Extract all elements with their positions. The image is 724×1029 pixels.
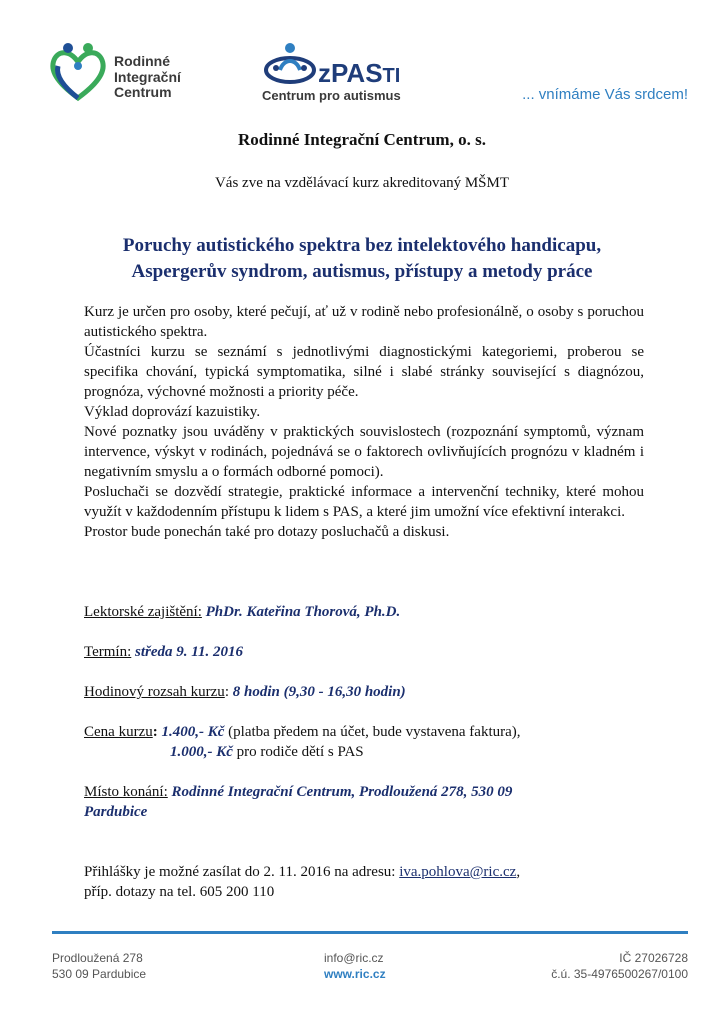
footer-contact <box>324 950 386 982</box>
zpasti-main: zPAS <box>318 58 383 88</box>
zpasti-suffix: TI <box>382 65 401 87</box>
place-label: Místo konání: <box>84 784 168 800</box>
footer-address-line: 530 09 Pardubice <box>52 967 147 981</box>
invitation-line: Vás zve na vzdělávací kurz akreditovaný MŠMT <box>214 175 510 191</box>
price-value: 1.000,- Kč <box>170 744 233 760</box>
description-paragraph: Účastníci kurzu se seznámí s jednotlivými diagnostickými kategoriemi, proberou se specifika chování, typická symptomatika, silné i slabé stránky související s diagnózou, prognóza, výchovné možnosti a priority péče. <box>84 344 644 400</box>
footer-account: č.ú. 35-4976500267/0100 <box>551 967 688 981</box>
lecturer-label: Lektorské zajištění: <box>84 604 202 620</box>
date-label: Termín: <box>84 644 132 660</box>
footer-divider <box>52 931 688 934</box>
lecturer-value: PhDr. Kateřina Thorová, Ph.D. <box>205 604 401 620</box>
ric-logo-text <box>114 54 224 101</box>
footer-company-ids <box>488 950 688 982</box>
footer-web-link[interactable]: www.ric.cz <box>324 967 386 981</box>
description-paragraph: Posluchači se dozvědí strategie, praktické informace a intervenční techniky, které mohou využít v každodenním přístupu k lidem s PAS, a které jim umožní více efektivní interakci. <box>84 484 644 520</box>
date-row <box>84 642 243 662</box>
ric-logo <box>46 40 110 104</box>
figures-circle-icon <box>262 40 318 88</box>
course-description <box>84 302 644 542</box>
hours-row: Hodinový rozsah kurzu: 8 hodin (9,30 - 16,30 hodin) <box>84 684 406 700</box>
footer-ic: IČ 27026728 <box>619 951 688 965</box>
price-row-parents <box>170 742 364 762</box>
description-paragraph: Výklad doprovází kazuistiky. <box>84 404 261 420</box>
organization-title: Rodinné Integrační Centrum, o. s. <box>238 130 486 149</box>
registration-phone: příp. dotazy na tel. 605 200 110 <box>84 884 275 900</box>
lecturer-row <box>84 602 400 622</box>
price-label: Cena kurzu <box>84 724 153 740</box>
description-paragraph: Kurz je určen pro osoby, které pečují, ať už v rodině nebo profesionálně, o osoby s poruchou autistického spektra. <box>84 304 644 340</box>
description-paragraph: Nové poznatky jsou uváděny v praktických souvislostech (rozpoznání symptomů, význam intervence, výskyt v rodinách, pojednává se o faktorech ovlivňujících prognózu v kladném i negativním smyslu a o formách odborné pomoci). <box>84 424 644 480</box>
registration-email-link[interactable]: iva.pohlova@ric.cz <box>399 864 517 880</box>
ric-logo-line: Centrum <box>114 84 172 100</box>
price-note: (platba předem na účet, bude vystavena faktura), <box>228 724 521 740</box>
registration <box>84 862 684 902</box>
course-title <box>60 233 664 285</box>
zpasti-wordmark <box>318 58 400 89</box>
course-title-line: Aspergerův syndrom, autismus, přístupy a metody práce <box>131 261 593 282</box>
date-value: středa 9. 11. 2016 <box>135 644 243 660</box>
ric-logo-line: Integrační <box>114 68 181 85</box>
footer-address <box>52 950 146 982</box>
zpasti-subtitle: Centrum pro autismus <box>262 88 401 103</box>
place-value: Rodinné Integrační Centrum, Prodloužená 278, 530 09 <box>171 784 513 800</box>
price-value: 1.400,- Kč <box>161 724 225 740</box>
footer-address-line: Prodloužená 278 <box>52 951 143 965</box>
course-title-line: Poruchy autistického spektra bez intelektového handicapu, <box>122 235 602 256</box>
slogan: ... vnímáme Vás srdcem! <box>522 86 688 103</box>
registration-comma: , <box>516 864 521 880</box>
heart-people-icon <box>46 40 110 104</box>
place-value-city: Pardubice <box>84 804 148 820</box>
description-paragraph: Prostor bude ponechán také pro dotazy posluchačů a diskusi. <box>84 524 450 540</box>
place-row <box>84 782 644 822</box>
registration-text: Přihlášky je možné zasílat do 2. 11. 2016 na adresu: <box>84 864 396 880</box>
zpasti-logo <box>262 40 318 88</box>
price-note: pro rodiče dětí s PAS <box>236 744 364 760</box>
hours-value: 8 hodin (9,30 - 16,30 hodin) <box>232 684 406 700</box>
hours-label: Hodinový rozsah kurzu <box>84 684 225 700</box>
price-row: Cena kurzu: 1.400,- Kč (platba předem na účet, bude vystavena faktura), <box>84 724 521 740</box>
ric-logo-line: Rodinné <box>114 53 170 69</box>
footer-email[interactable]: info@ric.cz <box>324 951 384 965</box>
